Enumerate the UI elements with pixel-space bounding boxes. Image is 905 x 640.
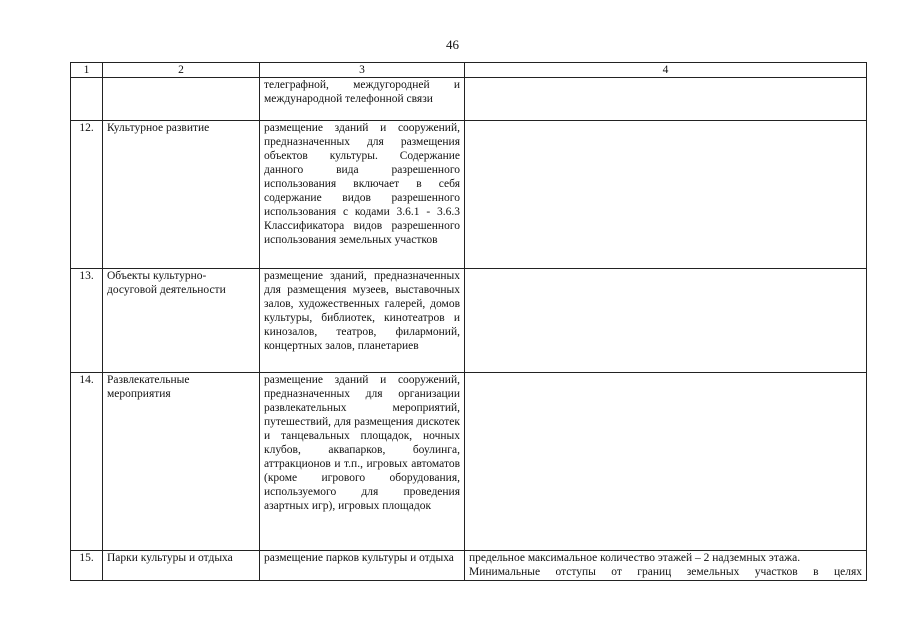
table-row-15 xyxy=(71,551,867,581)
row-number-cell xyxy=(71,78,103,121)
table-row-12 xyxy=(71,121,867,269)
row-name-cell: Развлекательные мероприятия xyxy=(103,373,260,551)
table-row-14 xyxy=(71,373,867,551)
row-params-cell xyxy=(465,551,867,581)
table-row-13 xyxy=(71,269,867,373)
row-name-cell: Культурное развитие xyxy=(103,121,260,269)
row-number-cell: 13. xyxy=(71,269,103,373)
row-params-cell xyxy=(465,373,867,551)
params-line: Минимальные отступы от границ земельных участков в целях xyxy=(469,566,862,578)
column-header-1: 1 xyxy=(71,63,103,78)
row-description-cell: размещение зданий и сооружений, предназначенных для организации развлекательных мероприятий, путешествий, для размещения дискотек и танцевальных площадок, ночных клубов, аквапарков, боулинга, аттракционов и т.п., игровых автоматов (кроме игрового оборудования, используемого для проведения азартных игр), игровых площадок xyxy=(260,373,465,551)
table-header-row xyxy=(71,63,867,78)
row-description-cell: размещение зданий и сооружений, предназначенных для размещения объектов культуры. Содержание данного вида разрешенного использования включает в себя содержание видов разрешенного использования с кодами 3.6.1 - 3.6.3 Классификатора видов разрешенного использования земельных участков xyxy=(260,121,465,269)
row-params-cell xyxy=(465,121,867,269)
row-description-cell: размещение зданий, предназначенных для размещения музеев, выставочных залов, художественных галерей, домов культуры, библиотек, кинотеатров и кинозалов, театров, филармоний, концертных залов, планетариев xyxy=(260,269,465,373)
column-header-4: 4 xyxy=(465,63,867,78)
row-number-cell: 15. xyxy=(71,551,103,581)
row-description-cell: размещение парков культуры и отдыха xyxy=(260,551,465,581)
row-name-cell: Парки культуры и отдыха xyxy=(103,551,260,581)
row-description-cell: телеграфной, междугородней и международной телефонной связи xyxy=(260,78,465,121)
row-name-cell: Объекты культурно-досуговой деятельности xyxy=(103,269,260,373)
page-number: 46 xyxy=(446,37,459,52)
column-header-3: 3 xyxy=(260,63,465,78)
row-number-cell: 12. xyxy=(71,121,103,269)
row-number-cell: 14. xyxy=(71,373,103,551)
row-params-cell xyxy=(465,269,867,373)
params-line: предельное максимальное количество этажей – 2 надземных этажа. xyxy=(469,552,801,564)
row-name-cell xyxy=(103,78,260,121)
zoning-table xyxy=(70,62,867,581)
table-row-continuation xyxy=(71,78,867,121)
row-params-cell xyxy=(465,78,867,121)
column-header-2: 2 xyxy=(103,63,260,78)
